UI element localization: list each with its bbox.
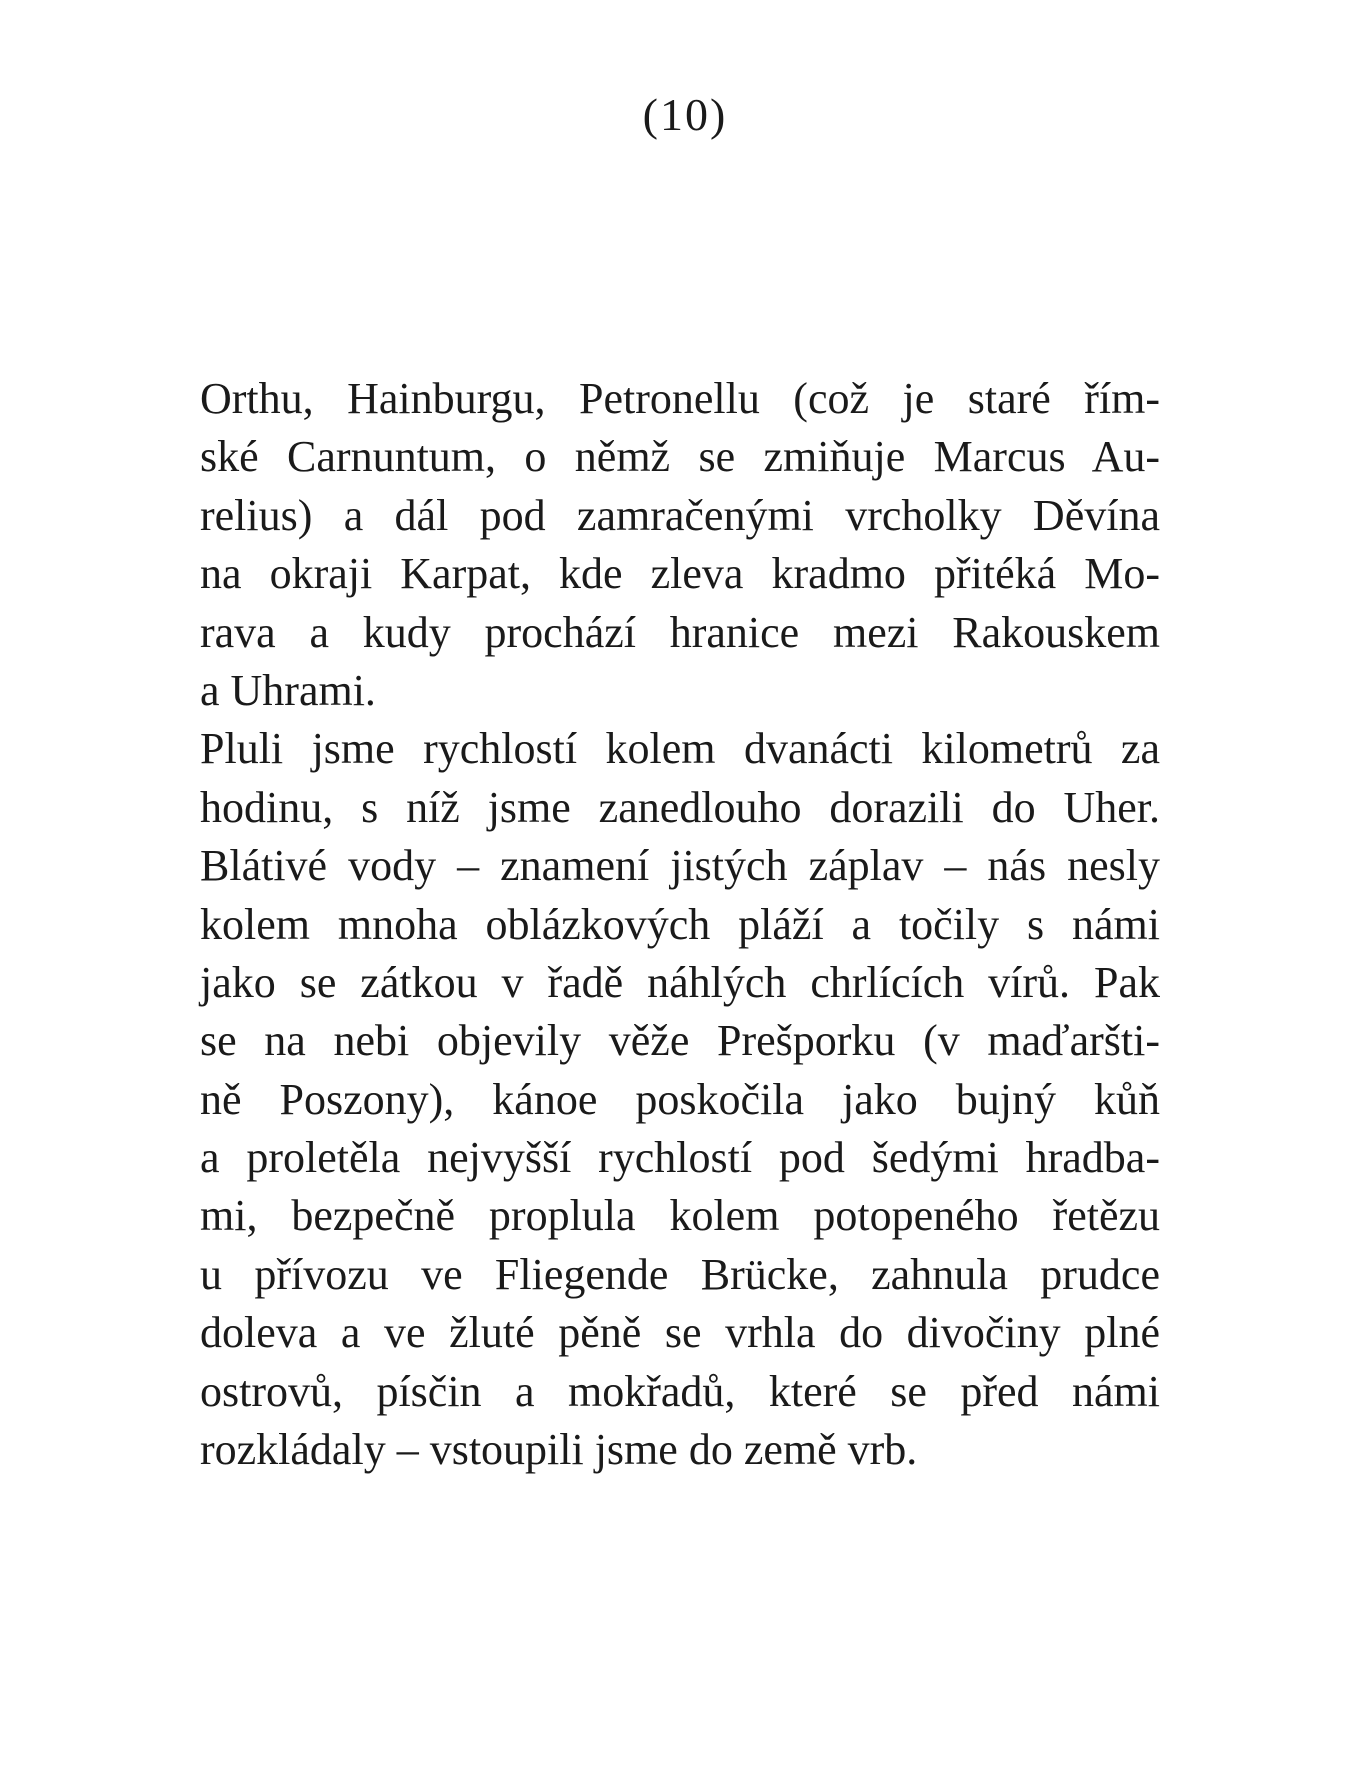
- text-line: na okraji Karpat, kde zleva kradmo přitéká Mo-: [200, 549, 1160, 599]
- text-line: ně Poszony), kánoe poskočila jako bujný kůň: [200, 1074, 1160, 1124]
- text-line: a Uhrami.: [200, 665, 376, 715]
- text-line: jako se zátkou v řadě náhlých chrlících vírů. Pak: [200, 957, 1160, 1007]
- text-line: Orthu, Hainburgu, Petronellu (což je staré řím-: [200, 374, 1160, 423]
- text-line: u přívozu ve Fliegende Brücke, zahnula prudce: [200, 1249, 1160, 1299]
- text-line: rava a kudy prochází hranice mezi Rakouskem: [200, 607, 1160, 657]
- text-line: rozkládaly – vstoupili jsme do země vrb.: [200, 1425, 918, 1475]
- text-line: kolem mnoha oblázkových pláží a točily s námi: [200, 899, 1160, 949]
- text-line: ské Carnuntum, o němž se zmiňuje Marcus Au-: [200, 432, 1160, 482]
- text-line: ostrovů, písčin a mokřadů, které se před námi: [200, 1366, 1160, 1416]
- body-text: [200, 370, 1160, 1479]
- text-line: se na nebi objevily věže Prešporku (v maďaršti-: [200, 1016, 1160, 1066]
- text-line: relius) a dál pod zamračenými vrcholky Děvína: [200, 490, 1160, 540]
- text-line: a proletěla nejvyšší rychlostí pod šedými hradba-: [200, 1133, 1160, 1183]
- paragraph-2: [200, 720, 1160, 1479]
- text-line: mi, bezpečně proplula kolem potopeného řetězu: [200, 1191, 1160, 1241]
- paragraph-1: [200, 370, 1160, 720]
- text-line: Pluli jsme rychlostí kolem dvanácti kilometrů za: [200, 724, 1160, 774]
- text-line: hodinu, s níž jsme zanedlouho dorazili do Uher.: [200, 782, 1160, 832]
- page-number: (10): [642, 89, 728, 140]
- text-line: doleva a ve žluté pěně se vrhla do divočiny plné: [200, 1308, 1160, 1358]
- text-line: Blátivé vody – znamení jistých záplav – nás nesly: [200, 841, 1160, 891]
